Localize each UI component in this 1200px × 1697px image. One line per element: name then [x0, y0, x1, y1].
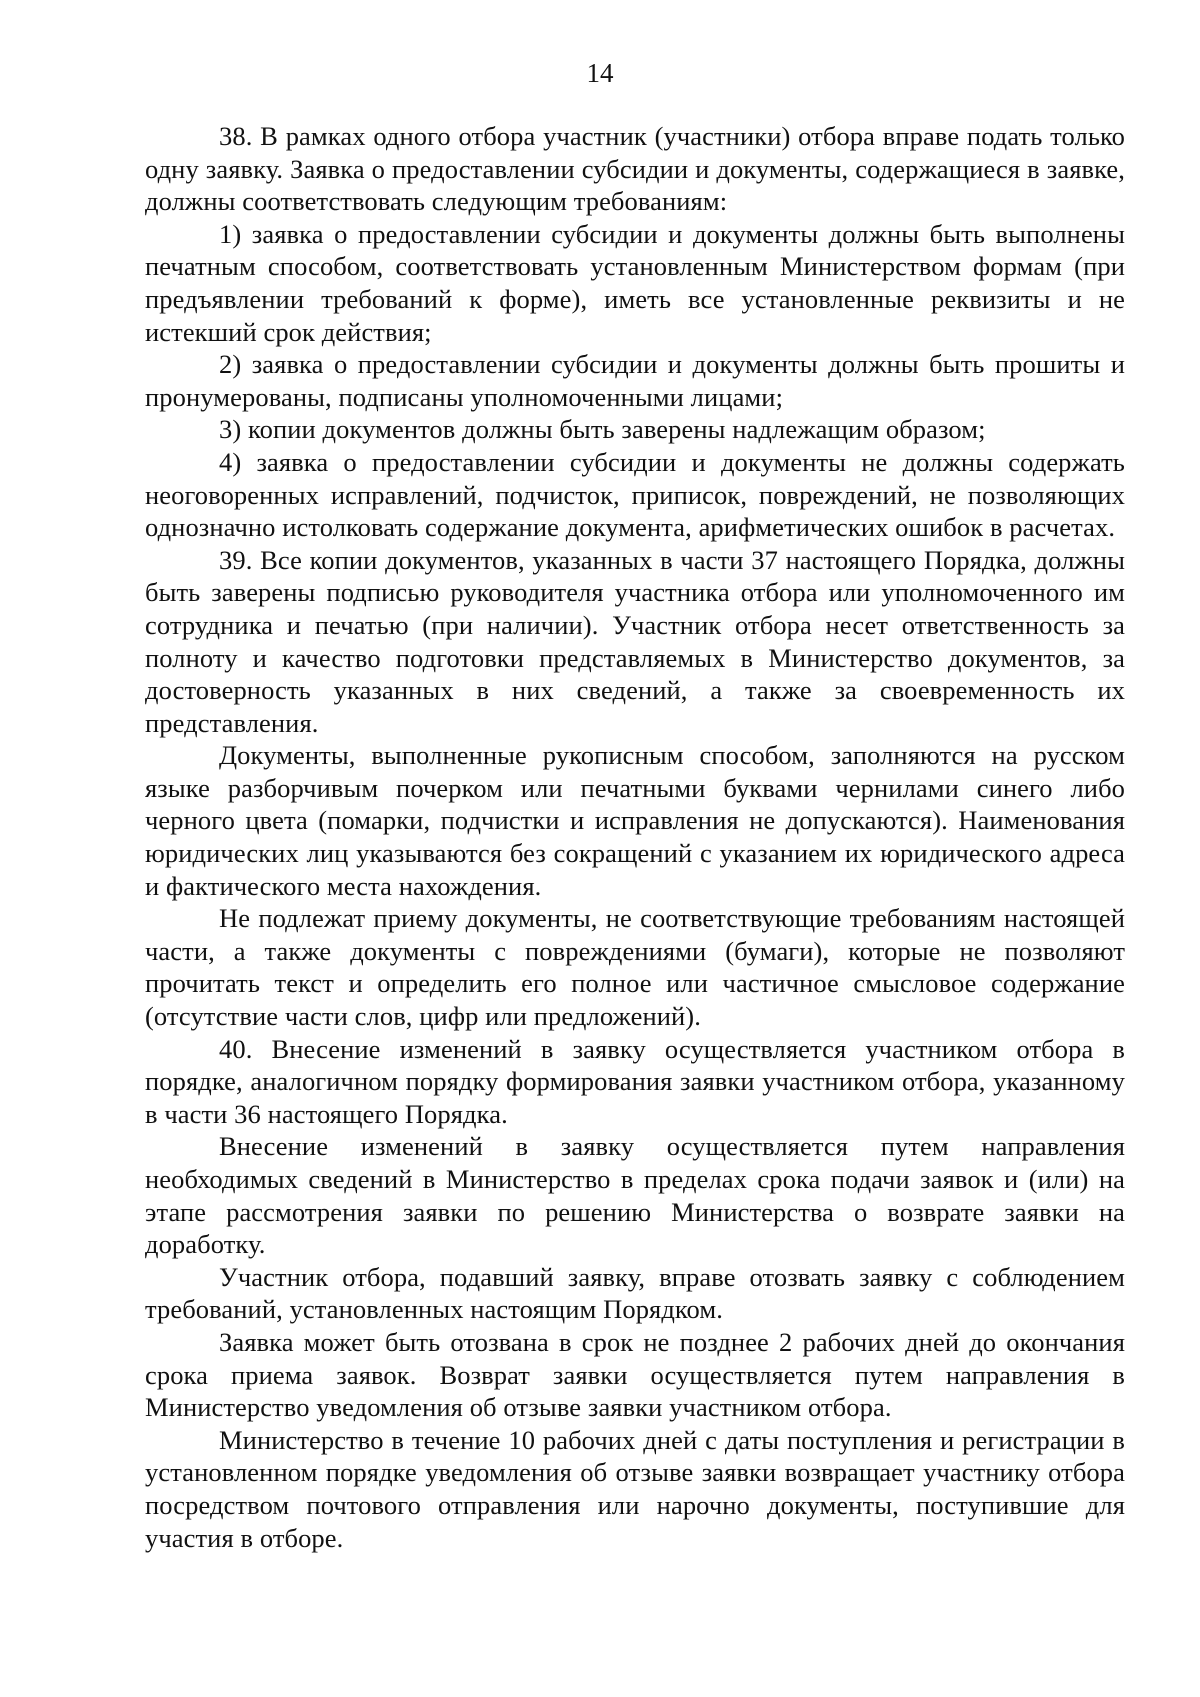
list-item-4: 4) заявка о предоставлении субсидии и документы не должны содержать неоговоренных исправлений, подчисток, приписок, повреждений, не позволяющих однозначно истолковать содержание документа, арифметических ошибок в расчетах. — [145, 446, 1125, 543]
paragraph-38: 38. В рамках одного отбора участник (участники) отбора вправе подать только одну заявку. Заявка о предоставлении субсидии и документы, содержащиеся в заявке, должны соответствовать следующим требованиям: — [145, 121, 1125, 217]
paragraph-withdrawal-deadline: Заявка может быть отозвана в срок не позднее 2 рабочих дней до окончания срока приема заявок. Возврат заявки осуществляется путем направления в Министерство уведомления об отзыве заявки участником отбора. — [145, 1326, 1125, 1423]
paragraph-39: 39. Все копии документов, указанных в части 37 настоящего Порядка, должны быть заверены подписью руководителя участника отбора или уполномоченного им сотрудника и печатью (при наличии). Участник отбора несет ответственность за полноту и качество подготовки представляемых в Министерство документов, за достоверность указанных в них сведений, а также за своевременность их представления. — [145, 544, 1125, 738]
paragraph-not-accepted: Не подлежат приему документы, не соответствующие требованиям настоящей части, а также документы с повреждениями (бумаги), которые не позволяют прочитать текст и определить его полное или частичное смысловое содержание (отсутствие части слов, цифр или предложений). — [145, 903, 1125, 1032]
paragraph-withdrawal-right: Участник отбора, подавший заявку, вправе отозвать заявку с соблюдением требований, установленных настоящим Порядком. — [145, 1261, 1125, 1325]
list-item-3: 3) копии документов должны быть заверены надлежащим образом; — [219, 414, 986, 445]
paragraph-40: 40. Внесение изменений в заявку осуществляется участником отбора в порядке, аналогичном порядку формирования заявки участником отбора, указанному в части 36 настоящего Порядка. — [145, 1033, 1125, 1129]
document-body — [145, 120, 1125, 1554]
paragraph-handwritten-documents: Документы, выполненные рукописным способом, заполняются на русском языке разборчивым почерком или печатными буквами чернилами синего либо черного цвета (помарки, подчистки и исправления не допускаются). Наименования юридических лиц указываются без сокращений с указанием их юридического адреса и фактического места нахождения. — [145, 740, 1125, 901]
page-number: 14 — [586, 58, 614, 88]
list-item-2: 2) заявка о предоставлении субсидии и документы должны быть прошиты и пронумерованы, подписаны уполномоченными лицами; — [145, 349, 1125, 412]
list-item-1: 1) заявка о предоставлении субсидии и документы должны быть выполнены печатным способом, соответствовать установленным Министерством формам (при предъявлении требований к форме), иметь все установленные реквизиты и не истекший срок действия; — [145, 218, 1125, 347]
paragraph-changes-procedure: Внесение изменений в заявку осуществляется путем направления необходимых сведений в Министерство в пределах срока подачи заявок и (или) на этапе рассмотрения заявки по решению Министерства о возврате заявки на доработку. — [145, 1131, 1125, 1260]
paragraph-documents-return: Министерство в течение 10 рабочих дней с даты поступления и регистрации в установленном порядке уведомления об отзыве заявки возвращает участнику отбора посредством почтового отправления или нарочно документы, поступившие для участия в отборе. — [145, 1424, 1125, 1553]
